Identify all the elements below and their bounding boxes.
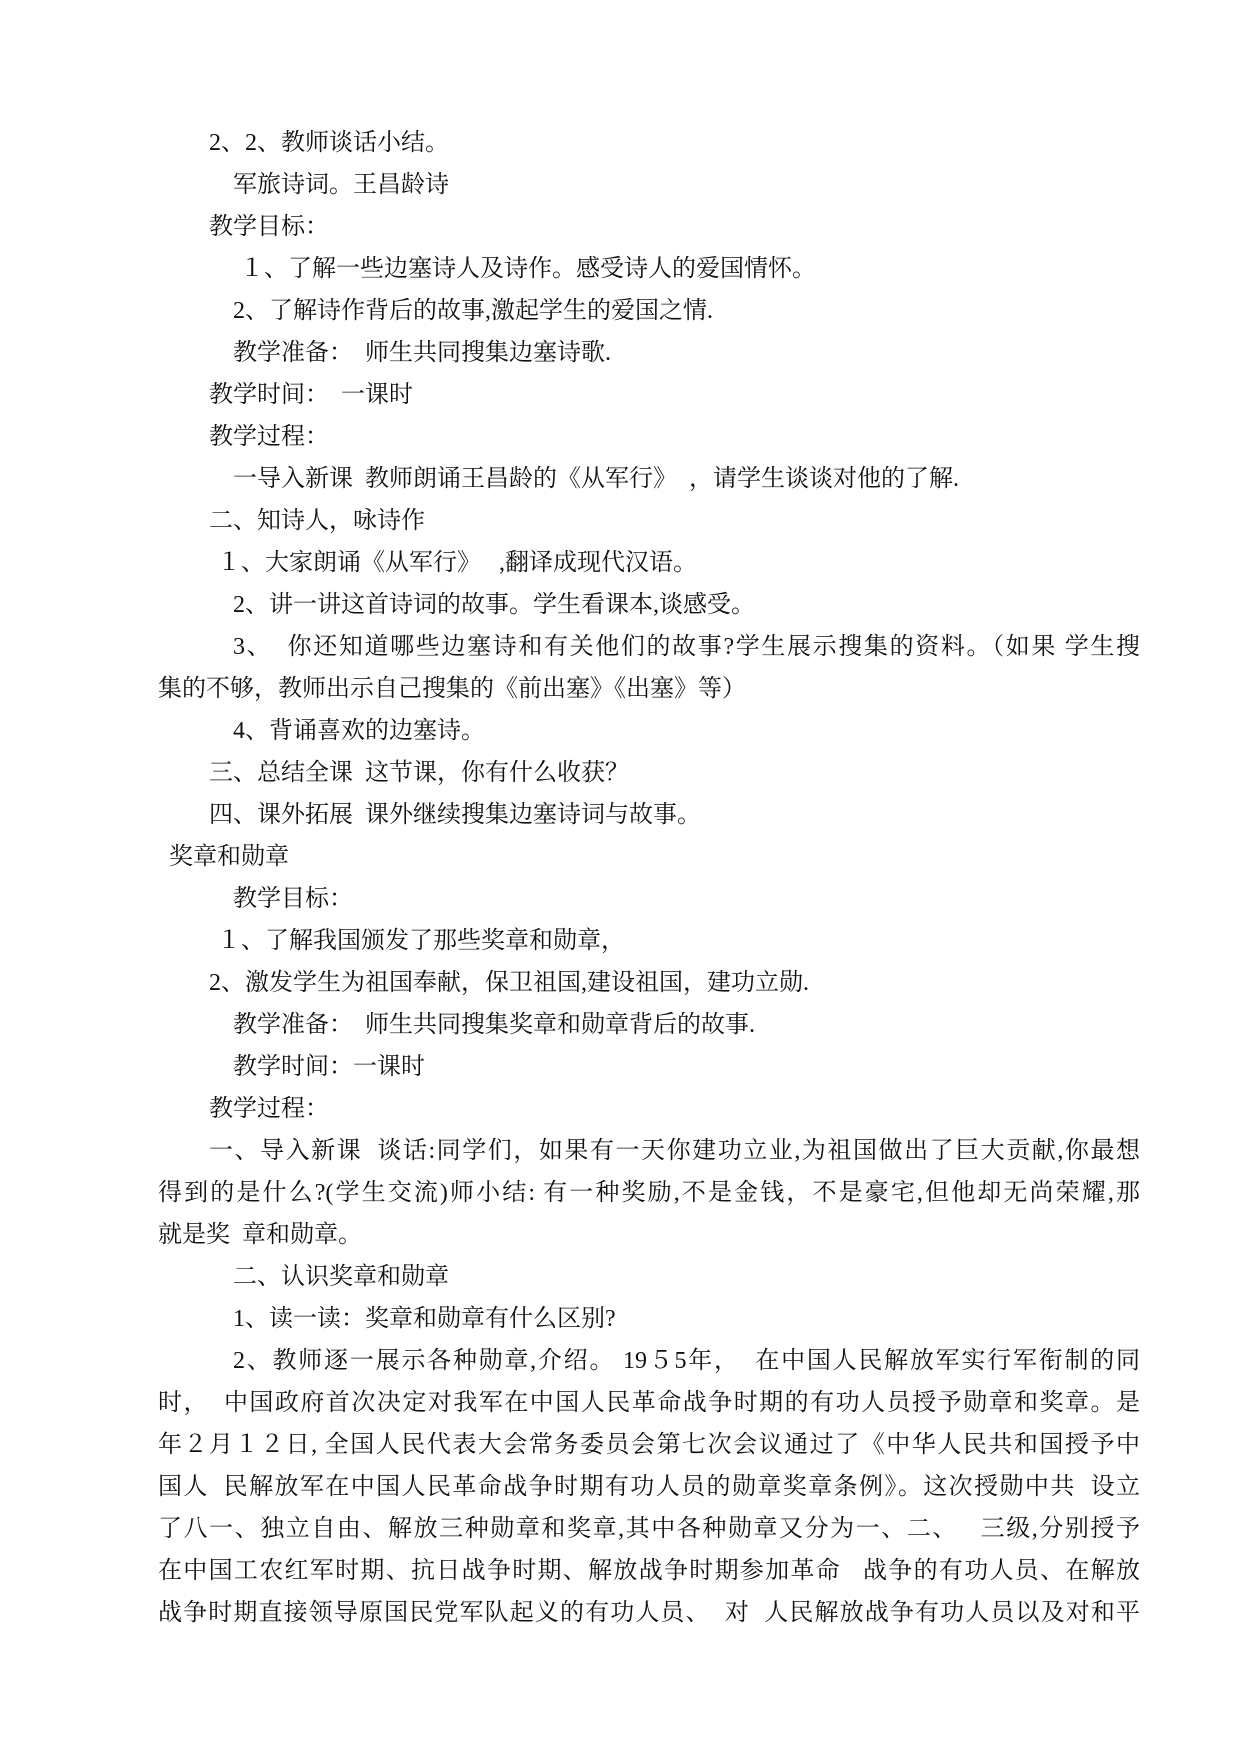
process-step: 一导入新课 教师朗诵王昌龄的《从军行》 ，请学生谈谈对他的了解. xyxy=(233,466,959,492)
paragraph-continuation: 就是奖 章和勋章。 xyxy=(158,1222,362,1248)
process-substep: 4、背诵喜欢的边塞诗。 xyxy=(233,718,485,744)
paragraph-continuation: 战争时期直接领导原国民党军队起义的有功人员、 对 人民解放战争有功人员以及对和平 xyxy=(158,1600,1140,1626)
process-step: 二、认识奖章和勋章 xyxy=(233,1264,449,1290)
objective-item: 2、激发学生为祖国奉献，保卫祖国,建设祖国，建功立勋. xyxy=(209,970,809,996)
objective-item: １、了解一些边塞诗人及诗作。感受诗人的爱国情怀。 xyxy=(240,256,816,282)
process-substep: １、大家朗诵《从军行》 ,翻译成现代汉语。 xyxy=(217,550,697,576)
paragraph-continuation: 集的不够，教师出示自己搜集的《前出塞》《出塞》等） xyxy=(158,676,746,702)
process-step: 三、总结全课 这节课，你有什么收获？ xyxy=(209,760,629,786)
process-step: 一、导入新课 谈话:同学们，如果有一天你建功立业,为祖国做出了巨大贡献,你最想 xyxy=(209,1138,1140,1164)
paragraph-continuation: 得到的是什么?(学生交流)师小结: 有一种奖励,不是金钱，不是豪宅,但他却无尚荣耀,那 xyxy=(158,1180,1140,1206)
objective-item: 2、了解诗作背后的故事,激起学生的爱国之情. xyxy=(233,298,713,324)
time-line: 教学时间： 一课时 xyxy=(209,382,413,408)
paragraph-continuation: 国人 民解放军在中国人民革命战争时期有功人员的勋章奖章条例》。这次授勋中共 设立 xyxy=(158,1474,1140,1500)
paragraph-continuation: 在中国工农红军时期、抗日战争时期、解放战争时期参加革命 战争的有功人员、在解放 xyxy=(158,1558,1140,1584)
objective-item: １、了解我国颁发了那些奖章和勋章， xyxy=(217,928,625,954)
paragraph-continuation: 年２月１２日, 全国人民代表大会常务委员会第七次会议通过了《中华人民共和国授予中 xyxy=(158,1432,1140,1458)
section-heading-objectives: 教学目标： xyxy=(209,214,329,240)
process-step: 四、课外拓展 课外继续搜集边塞诗词与故事。 xyxy=(209,802,701,828)
lesson-title-medals: 奖章和勋章 xyxy=(169,844,289,870)
section-heading-process: 教学过程： xyxy=(209,424,329,450)
section-heading-objectives: 教学目标： xyxy=(233,886,353,912)
lesson-title-military-poems: 军旅诗词。王昌龄诗 xyxy=(233,172,449,198)
process-substep: 2、讲一讲这首诗词的故事。学生看课本,谈感受。 xyxy=(233,592,755,618)
paragraph-continuation: 了八一、独立自由、解放三种勋章和奖章,其中各种勋章又分为一、二、 三级,分别授予 xyxy=(158,1516,1140,1542)
process-step: 二、知诗人，咏诗作 xyxy=(209,508,425,534)
process-substep: 1、读一读：奖章和勋章有什么区别? xyxy=(233,1306,616,1332)
summary-line: 2、2、教师谈话小结。 xyxy=(209,130,449,156)
document-body xyxy=(0,122,1241,1634)
section-heading-process: 教学过程： xyxy=(209,1096,329,1122)
preparation-line: 教学准备： 师生共同搜集奖章和勋章背后的故事. xyxy=(233,1012,755,1038)
preparation-line: 教学准备： 师生共同搜集边塞诗歌. xyxy=(233,340,611,366)
paragraph-continuation: 时， 中国政府首次决定对我军在中国人民革命战争时期的有功人员授予勋章和奖章。是 xyxy=(158,1390,1140,1416)
process-substep: 3、 你还知道哪些边塞诗和有关他们的故事?学生展示搜集的资料。（如果 学生搜 xyxy=(233,634,1140,660)
process-substep: 2、教师逐一展示各种勋章,介绍。 19５5年， 在中国人民解放军实行军衔制的同 xyxy=(233,1348,1140,1374)
time-line: 教学时间：一课时 xyxy=(233,1054,425,1080)
